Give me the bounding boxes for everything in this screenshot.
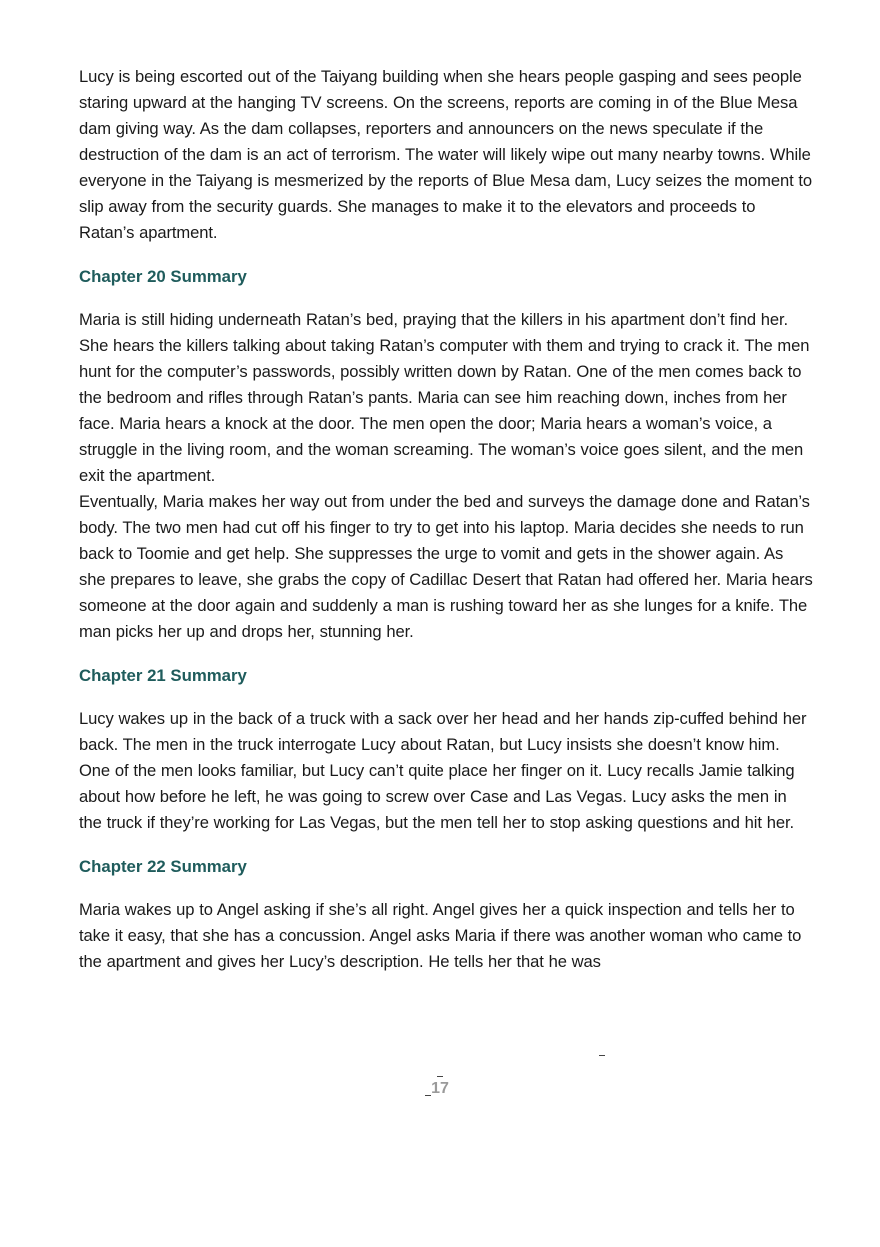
chapter-20-heading: Chapter 20 Summary (79, 267, 247, 286)
chapter-22-heading: Chapter 22 Summary (79, 857, 247, 876)
chapter-21-heading: Chapter 21 Summary (79, 666, 247, 685)
chapter-22-paragraph-1: Maria wakes up to Angel asking if she’s all right. Angel gives her a quick inspection and tells her to take it easy, that she has a concussion. Angel asks Maria if there was another woman who came to the apartment and gives her Lucy’s description. He tells her that he was (79, 900, 802, 971)
page-number: 17 (431, 1080, 449, 1097)
intro-paragraph: Lucy is being escorted out of the Taiyang building when she hears people gasping and sees people staring upward at the hanging TV screens. On the screens, reports are coming in of the Blue Mesa dam giving way. As the dam collapses, reporters and announcers on the news speculate if the destruction of the dam is an act of terrorism. The water will likely wipe out many nearby towns. While everyone in the Taiyang is mesmerized by the reports of Blue Mesa dam, Lucy seizes the moment to slip away from the security guards. She manages to make it to the elevators and proceeds to Ratan’s apartment. (79, 67, 813, 242)
decorative-mark (599, 1055, 605, 1056)
document-body (79, 64, 814, 975)
chapter-21-paragraph-1: Lucy wakes up in the back of a truck with a sack over her head and her hands zip-cuffed behind her back. The men in the truck interrogate Lucy about Ratan, but Lucy insists she doesn’t know him. One of the men looks familiar, but Lucy can’t quite place her finger on it. Lucy recalls Jamie talking about how before he left, he was going to screw over Case and Las Vegas. Lucy asks the men in the truck if they’re working for Las Vegas, but the men tell her to stop asking questions and hit her. (79, 709, 807, 832)
decorative-mark (437, 1076, 443, 1077)
chapter-20-paragraph-1: Maria is still hiding underneath Ratan’s bed, praying that the killers in his apartment don’t find her. She hears the killers talking about taking Ratan’s computer with them and trying to crack it. The men hunt for the computer’s passwords, possibly written down by Ratan. One of the men comes back to the bedroom and rifles through Ratan’s pants. Maria can see him reaching down, inches from her face. Maria hears a knock at the door. The men open the door; Maria hears a woman’s voice, a struggle in the living room, and the woman screaming. The woman’s voice goes silent, and the men exit the apartment. (79, 310, 810, 485)
chapter-20-paragraph-2: Eventually, Maria makes her way out from under the bed and surveys the damage done and Ratan’s body. The two men had cut off his finger to try to get into his laptop. Maria decides she needs to run back to Toomie and get help. She suppresses the urge to vomit and gets in the shower again. As she prepares to leave, she grabs the copy of Cadillac Desert that Ratan had offered her. Maria hears someone at the door again and suddenly a man is rushing toward her as she lunges for a knife. The man picks her up and drops her, stunning her. (79, 492, 813, 641)
